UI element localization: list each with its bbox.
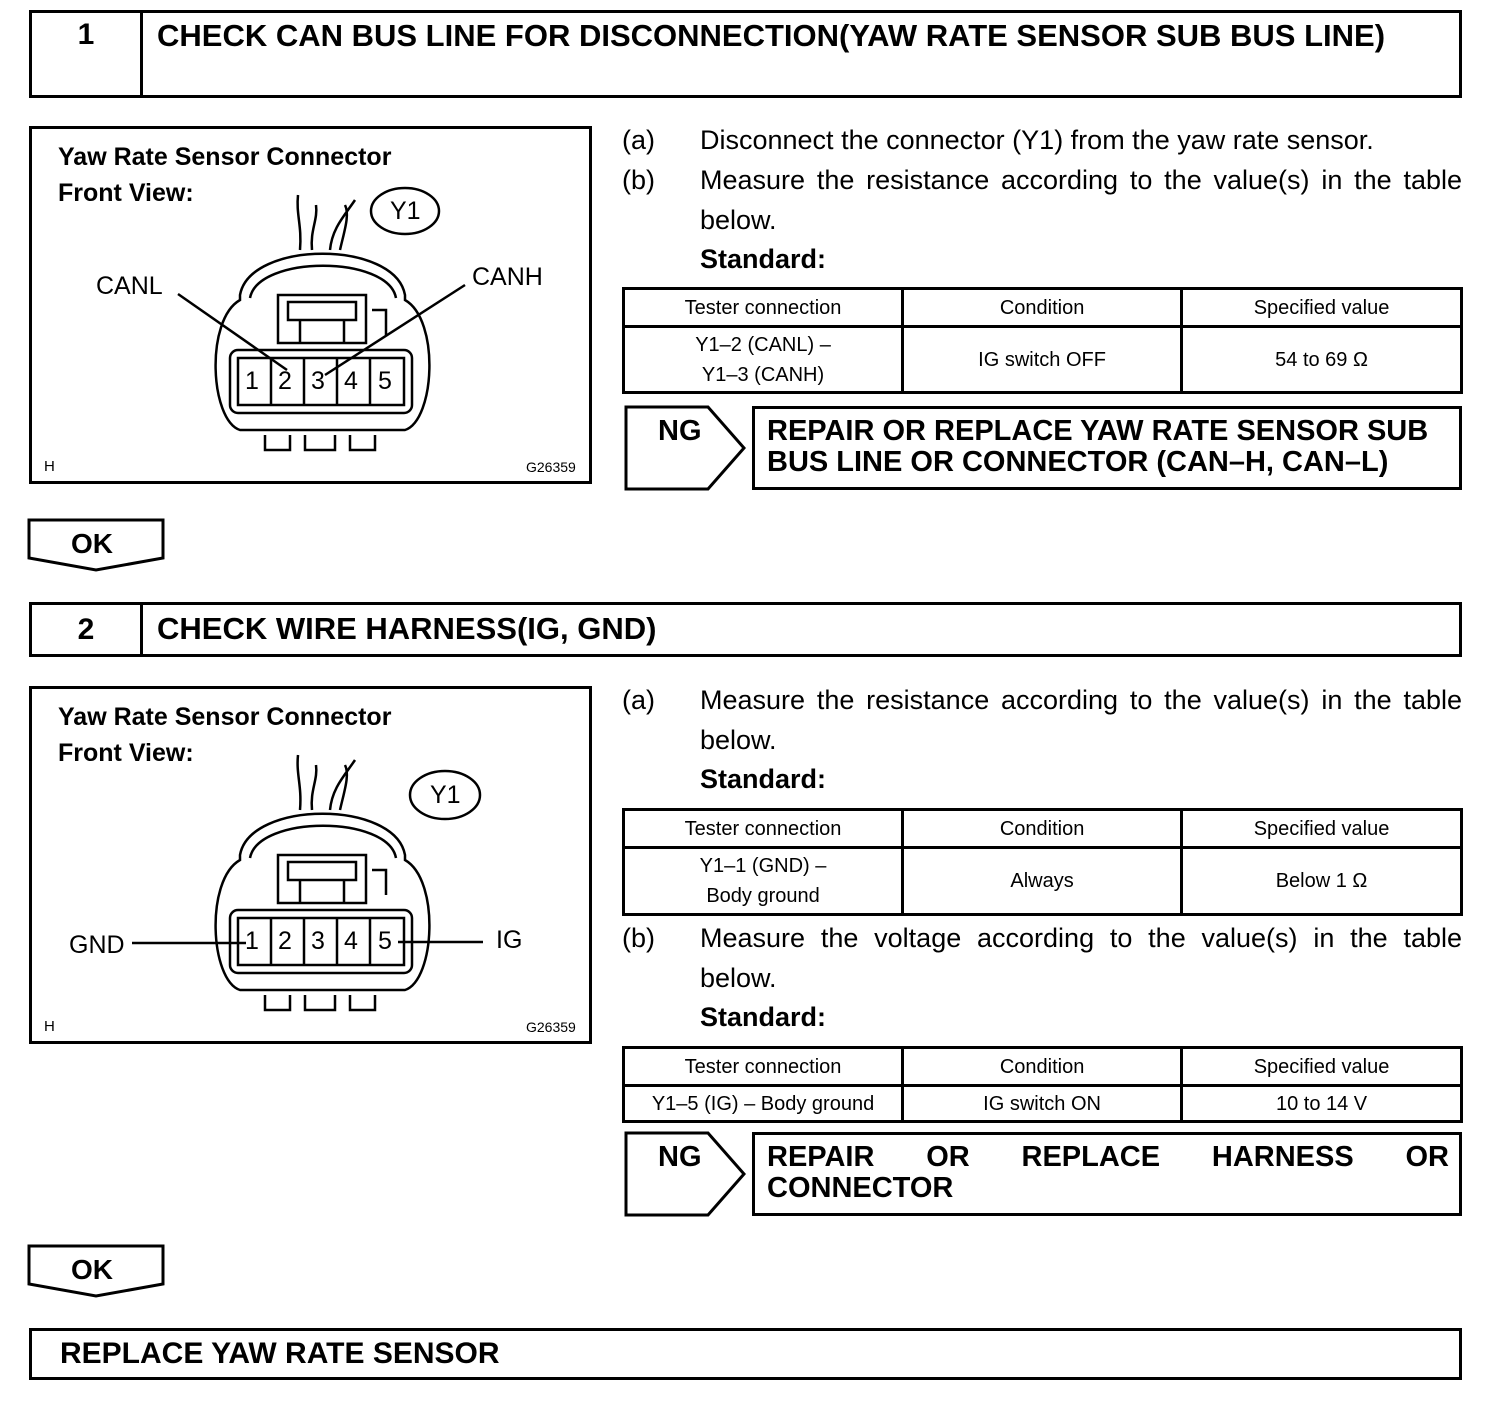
ng-word: OR — [926, 1141, 970, 1173]
step1-instruction-a — [622, 120, 1462, 160]
instruction-key: (b) — [622, 165, 655, 195]
cell-tester — [624, 848, 903, 915]
instruction-text: Measure the resistance according to the value(s) in the table below. — [700, 685, 1462, 755]
table-row — [624, 327, 1462, 393]
instruction-key: (a) — [622, 125, 655, 155]
step1-ok-label: OK — [71, 528, 113, 559]
step1-figure-subtitle: Front View: — [58, 179, 194, 207]
instruction-key: (a) — [622, 685, 655, 715]
step1-connector-id: Y1 — [390, 197, 421, 225]
step1-label-canl: CANL — [96, 272, 163, 300]
ng-word: OR — [1405, 1141, 1449, 1173]
step1-pin-3: 3 — [311, 367, 325, 395]
table-header-row — [624, 1048, 1462, 1086]
step2-figure-corner-letter: H — [44, 1018, 55, 1035]
step1-label-canh: CANH — [472, 263, 543, 291]
header-tester: Tester connection — [624, 810, 903, 848]
instruction-text: Measure the voltage according to the value(s) in the table below. — [700, 923, 1462, 993]
step2-instruction-b — [622, 918, 1462, 998]
step2-figure-code: G26359 — [526, 1019, 576, 1035]
step2-standard-label-a: Standard: — [700, 764, 827, 794]
step2-pin-1: 1 — [245, 927, 259, 955]
step1-figure-title: Yaw Rate Sensor Connector — [58, 143, 392, 171]
step1-ng-text-line2: BUS LINE OR CONNECTOR (CAN–H, CAN–L) — [767, 446, 1389, 478]
header-value: Specified value — [1182, 1048, 1462, 1086]
step1-spec-table — [622, 287, 1463, 394]
step1-header-divider — [140, 10, 143, 98]
step2-ok-label: OK — [71, 1254, 113, 1285]
step1-pin-5: 5 — [378, 367, 392, 395]
cell-value: 54 to 69 Ω — [1182, 327, 1462, 393]
step2-standard-label-b: Standard: — [700, 1002, 827, 1032]
step2-connector-id: Y1 — [430, 781, 461, 809]
step1-title: CHECK CAN BUS LINE FOR DISCONNECTION(YAW RATE SENSOR SUB BUS LINE) — [157, 18, 1386, 53]
table-row — [624, 1086, 1462, 1122]
ng-word: REPAIR — [767, 1141, 875, 1173]
step2-pin-2: 2 — [278, 927, 292, 955]
cell-value: Below 1 Ω — [1182, 848, 1462, 915]
header-value: Specified value — [1182, 810, 1462, 848]
step2-number: 2 — [77, 613, 95, 646]
cell-tester-line1: Y1–2 (CANL) – — [695, 333, 831, 356]
step2-pin-3: 3 — [311, 927, 325, 955]
step1-instruction-b — [622, 160, 1462, 240]
step1-standard-label: Standard: — [700, 244, 827, 274]
cell-tester — [624, 327, 903, 393]
cell-tester-line2: Y1–3 (CANH) — [701, 363, 825, 386]
step2-ng-text-line1 — [767, 1142, 1449, 1173]
header-condition: Condition — [903, 810, 1182, 848]
table-header-row — [624, 289, 1462, 327]
table-row — [624, 848, 1462, 915]
cell-condition: IG switch OFF — [903, 327, 1182, 393]
header-value: Specified value — [1182, 289, 1462, 327]
header-condition: Condition — [903, 1048, 1182, 1086]
instruction-text: Measure the resistance according to the value(s) in the table below. — [700, 165, 1462, 235]
instruction-text: Disconnect the connector (Y1) from the yaw rate sensor. — [700, 125, 1374, 155]
cell-value: 10 to 14 V — [1182, 1086, 1462, 1122]
cell-tester-line2: Body ground — [706, 885, 820, 907]
step2-ng-label: NG — [658, 1141, 702, 1173]
step2-pin-5: 5 — [378, 927, 392, 955]
table-header-row — [624, 810, 1462, 848]
step1-pin-1: 1 — [245, 367, 259, 395]
header-tester: Tester connection — [624, 1048, 903, 1086]
step2-ok-arrow — [0, 0, 1, 1]
step2-label-ig: IG — [496, 926, 523, 954]
header-tester: Tester connection — [624, 289, 903, 327]
cell-condition: Always — [903, 848, 1182, 915]
step2-header-divider — [140, 602, 143, 657]
step2-spec-table-a — [622, 808, 1463, 916]
step2-label-gnd: GND — [69, 931, 125, 959]
ng-word: REPLACE — [1021, 1141, 1161, 1173]
instruction-key: (b) — [622, 923, 655, 953]
step1-figure-code: G26359 — [526, 459, 576, 475]
cell-tester: Y1–5 (IG) – Body ground — [624, 1086, 903, 1122]
ng-word: HARNESS — [1211, 1141, 1354, 1173]
step2-figure-title: Yaw Rate Sensor Connector — [58, 703, 392, 731]
final-action-text: REPLACE YAW RATE SENSOR — [60, 1337, 500, 1370]
step1-number: 1 — [77, 18, 95, 51]
step2-figure-subtitle: Front View: — [58, 739, 194, 767]
step1-figure-corner-letter: H — [44, 458, 55, 475]
step2-pin-4: 4 — [344, 927, 358, 955]
step2-spec-table-b — [622, 1046, 1463, 1123]
cell-condition: IG switch ON — [903, 1086, 1182, 1122]
cell-tester-line1: Y1–1 (GND) – — [699, 855, 827, 877]
step1-pin-4: 4 — [344, 367, 358, 395]
step2-title: CHECK WIRE HARNESS(IG, GND) — [157, 611, 657, 646]
step1-pin-2: 2 — [278, 367, 292, 395]
step2-instruction-a — [622, 680, 1462, 760]
header-condition: Condition — [903, 289, 1182, 327]
step1-ng-label: NG — [658, 415, 702, 447]
step2-ng-text-line2: CONNECTOR — [767, 1172, 954, 1204]
step1-ng-text-line1: REPAIR OR REPLACE YAW RATE SENSOR SUB — [767, 415, 1429, 447]
